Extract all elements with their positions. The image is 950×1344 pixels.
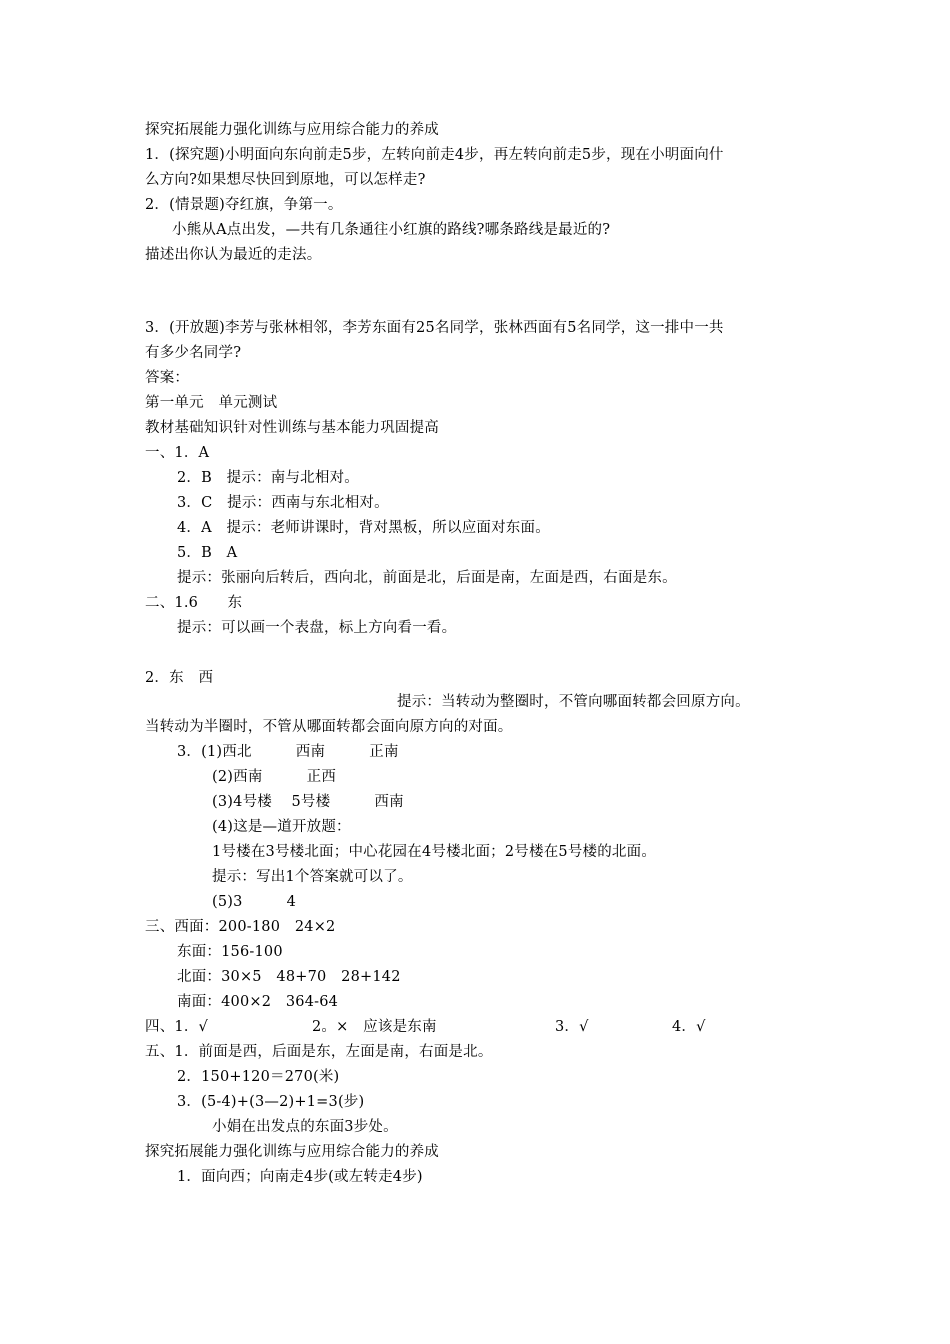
answer-1-2: 2．B 提示：南与北相对。 xyxy=(177,470,359,486)
answer-2-3-4-hint: 提示：写出1个答案就可以了。 xyxy=(212,869,413,885)
answer-5-3-conclusion: 小娟在出发点的东面3步处。 xyxy=(212,1119,398,1135)
question-1-line-2: 么方向?如果想尽快回到原地，可以怎样走? xyxy=(145,172,426,188)
answer-2-3-4: (4)这是—道开放题： xyxy=(212,819,351,835)
answer-5-3: 3．(5-4)+(3—2)+1=3(步) xyxy=(177,1094,365,1110)
question-3-line-1: 3．(开放题)李芳与张林相邻，李芳东面有25名同学，张林西面有5名同学，这一排中一共 xyxy=(145,320,724,336)
answer-4-1: 四、1．√ xyxy=(145,1019,208,1035)
answer-5-2: 2．150+120＝270(米) xyxy=(177,1069,340,1085)
answer-2-1: 二、1.6 东 xyxy=(145,595,243,611)
section-heading-extension: 探究拓展能力强化训练与应用综合能力的养成 xyxy=(145,122,439,138)
answer-2-1-hint: 提示：可以画一个表盘，标上方向看一看。 xyxy=(177,620,457,636)
answer-4-3: 3．√ xyxy=(555,1019,589,1035)
answers-heading: 答案： xyxy=(145,370,190,386)
answer-2-3-4-detail: 1号楼在3号楼北面；中心花园在4号楼北面；2号楼在5号楼的北面。 xyxy=(212,844,657,860)
answer-4-2: 2。× 应该是东南 xyxy=(312,1019,437,1035)
answer-1-4: 4．A 提示：老师讲课时，背对黑板，所以应面对东面。 xyxy=(177,520,550,536)
answer-2-2-hint-continued: 当转动为半圈时，不管从哪面转都会面向原方向的对面。 xyxy=(145,719,513,735)
answer-4-4: 4．√ xyxy=(672,1019,706,1035)
unit-title: 第一单元 单元测试 xyxy=(145,395,278,411)
question-2-prompt: 描述出你认为最近的走法。 xyxy=(145,247,322,263)
answer-1-5-hint: 提示：张丽向后转后，西向北，前面是北，后面是南，左面是西，右面是东。 xyxy=(177,570,677,586)
answer-1-1: 一、1．A xyxy=(145,445,210,461)
answer-3-east: 东面：156-100 xyxy=(177,944,283,960)
answer-1-5: 5．B A xyxy=(177,545,238,561)
answer-2-3-3: (3)4号楼 5号楼 西南 xyxy=(212,794,404,810)
answer-2-2: 2．东 西 xyxy=(145,670,214,686)
extension-answer-1: 1．面向西；向南走4步(或左转走4步) xyxy=(177,1169,423,1185)
answer-3-west: 三、西面：200-180 24×2 xyxy=(145,919,336,935)
question-2-body: 小熊从A点出发，—共有几条通往小红旗的路线?哪条路线是最近的? xyxy=(172,222,611,238)
section-heading-extension-answers: 探究拓展能力强化训练与应用综合能力的养成 xyxy=(145,1144,439,1160)
question-3-line-2: 有多少名同学? xyxy=(145,345,242,361)
answer-3-south: 南面：400×2 364-64 xyxy=(177,994,339,1010)
question-2-title: 2．(情景题)夺红旗，争第一。 xyxy=(145,197,343,213)
answer-1-3: 3．C 提示：西南与东北相对。 xyxy=(177,495,389,511)
answer-2-3-2: (2)西南 正西 xyxy=(212,769,337,785)
answer-2-3-1: 3．(1)西北 西南 正南 xyxy=(177,744,399,760)
answer-5-1: 五、1．前面是西，后面是东，左面是南，右面是北。 xyxy=(145,1044,493,1060)
answer-3-north: 北面：30×5 48+70 28+142 xyxy=(177,969,401,985)
question-1-line-1: 1．(探究题)小明面向东向前走5步，左转向前走4步，再左转向前走5步，现在小明面向什 xyxy=(145,147,724,163)
answer-2-2-hint: 提示：当转动为整圈时，不管向哪面转都会回原方向。 xyxy=(397,694,750,710)
answer-2-3-5: (5)3 4 xyxy=(212,894,297,910)
section-heading-basic: 教材基础知识针对性训练与基本能力巩固提高 xyxy=(145,420,439,436)
